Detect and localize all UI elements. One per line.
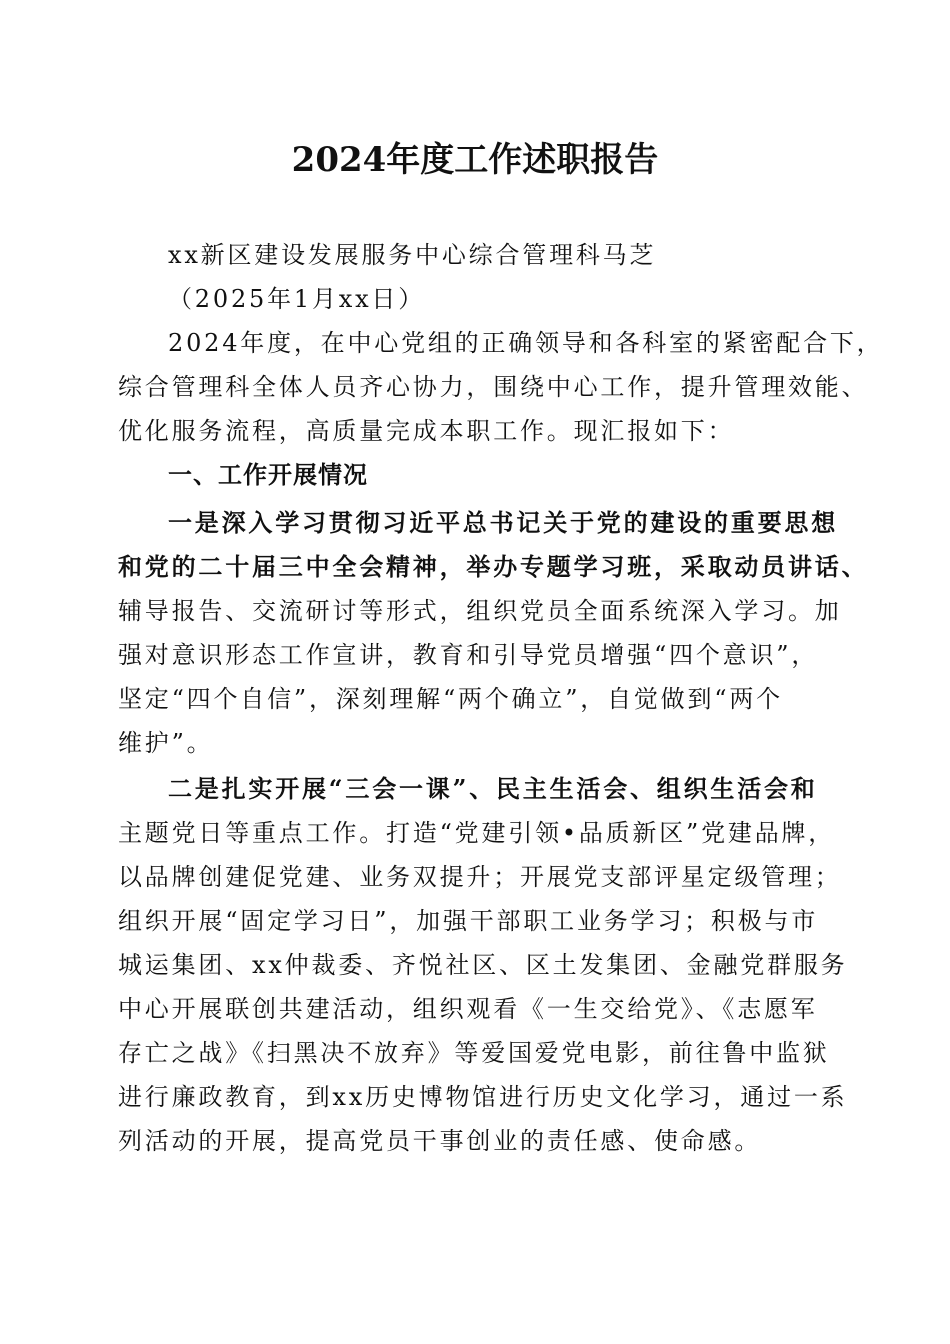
- intro-line: 综合管理科全体人员齐心协力，围绕中心工作，提升管理效能、: [118, 373, 869, 401]
- intro-line: 2024年度，在中心党组的正确领导和各科室的紧密配合下，: [168, 329, 884, 357]
- section-heading: 一、工作开展情况: [168, 461, 368, 489]
- paragraph-line: 以品牌创建促党建、业务双提升；开展党支部评星定级管理；: [118, 863, 842, 891]
- paragraph-line: 坚定“四个自信”，深刻理解“两个确立”，自觉做到“两个: [118, 685, 783, 713]
- paragraph-line: 维护”。: [118, 729, 214, 757]
- paragraph-line: 存亡之战》《扫黑决不放弃》等爱国爱党电影，前往鲁中监狱: [118, 1039, 830, 1067]
- intro-line: 优化服务流程，高质量完成本职工作。现汇报如下：: [118, 417, 735, 445]
- paragraph-line: 二是扎实开展“三会一课”、民主生活会、组织生活会和: [168, 774, 818, 803]
- date-line: （2025年1月xx日）: [168, 285, 426, 313]
- paragraph-line: 主题党日等重点工作。打造“党建引领•品质新区”党建品牌，: [118, 819, 836, 847]
- paragraph-line: 城运集团、xx仲裁委、齐悦社区、区土发集团、金融党群服务: [118, 951, 848, 979]
- paragraph-line: 列活动的开展，提高党员干事创业的责任感、使命感。: [118, 1127, 762, 1155]
- document-title: 2024年度工作述职报告: [291, 140, 659, 180]
- paragraph-line: 组织开展“固定学习日”，加强干部职工业务学习；积极与市: [118, 907, 819, 935]
- paragraph-line: 进行廉政教育，到xx历史博物馆进行历史文化学习，通过一系: [118, 1083, 848, 1111]
- paragraph-line: 辅导报告、交流研讨等形式，组织党员全面系统深入学习。加: [118, 597, 842, 625]
- paragraph-line: 中心开展联创共建活动，组织观看《一生交给党》、《志愿军: [118, 995, 818, 1023]
- paragraph-line: 强对意识形态工作宣讲，教育和引导党员增强“四个意识”，: [118, 641, 819, 669]
- author-line: xx新区建设发展服务中心综合管理科马芝: [168, 241, 657, 269]
- paragraph-line: 和党的二十届三中全会精神，举办专题学习班，采取动员讲话、: [118, 552, 869, 581]
- paragraph-line: 一是深入学习贯彻习近平总书记关于党的建设的重要思想: [168, 508, 838, 537]
